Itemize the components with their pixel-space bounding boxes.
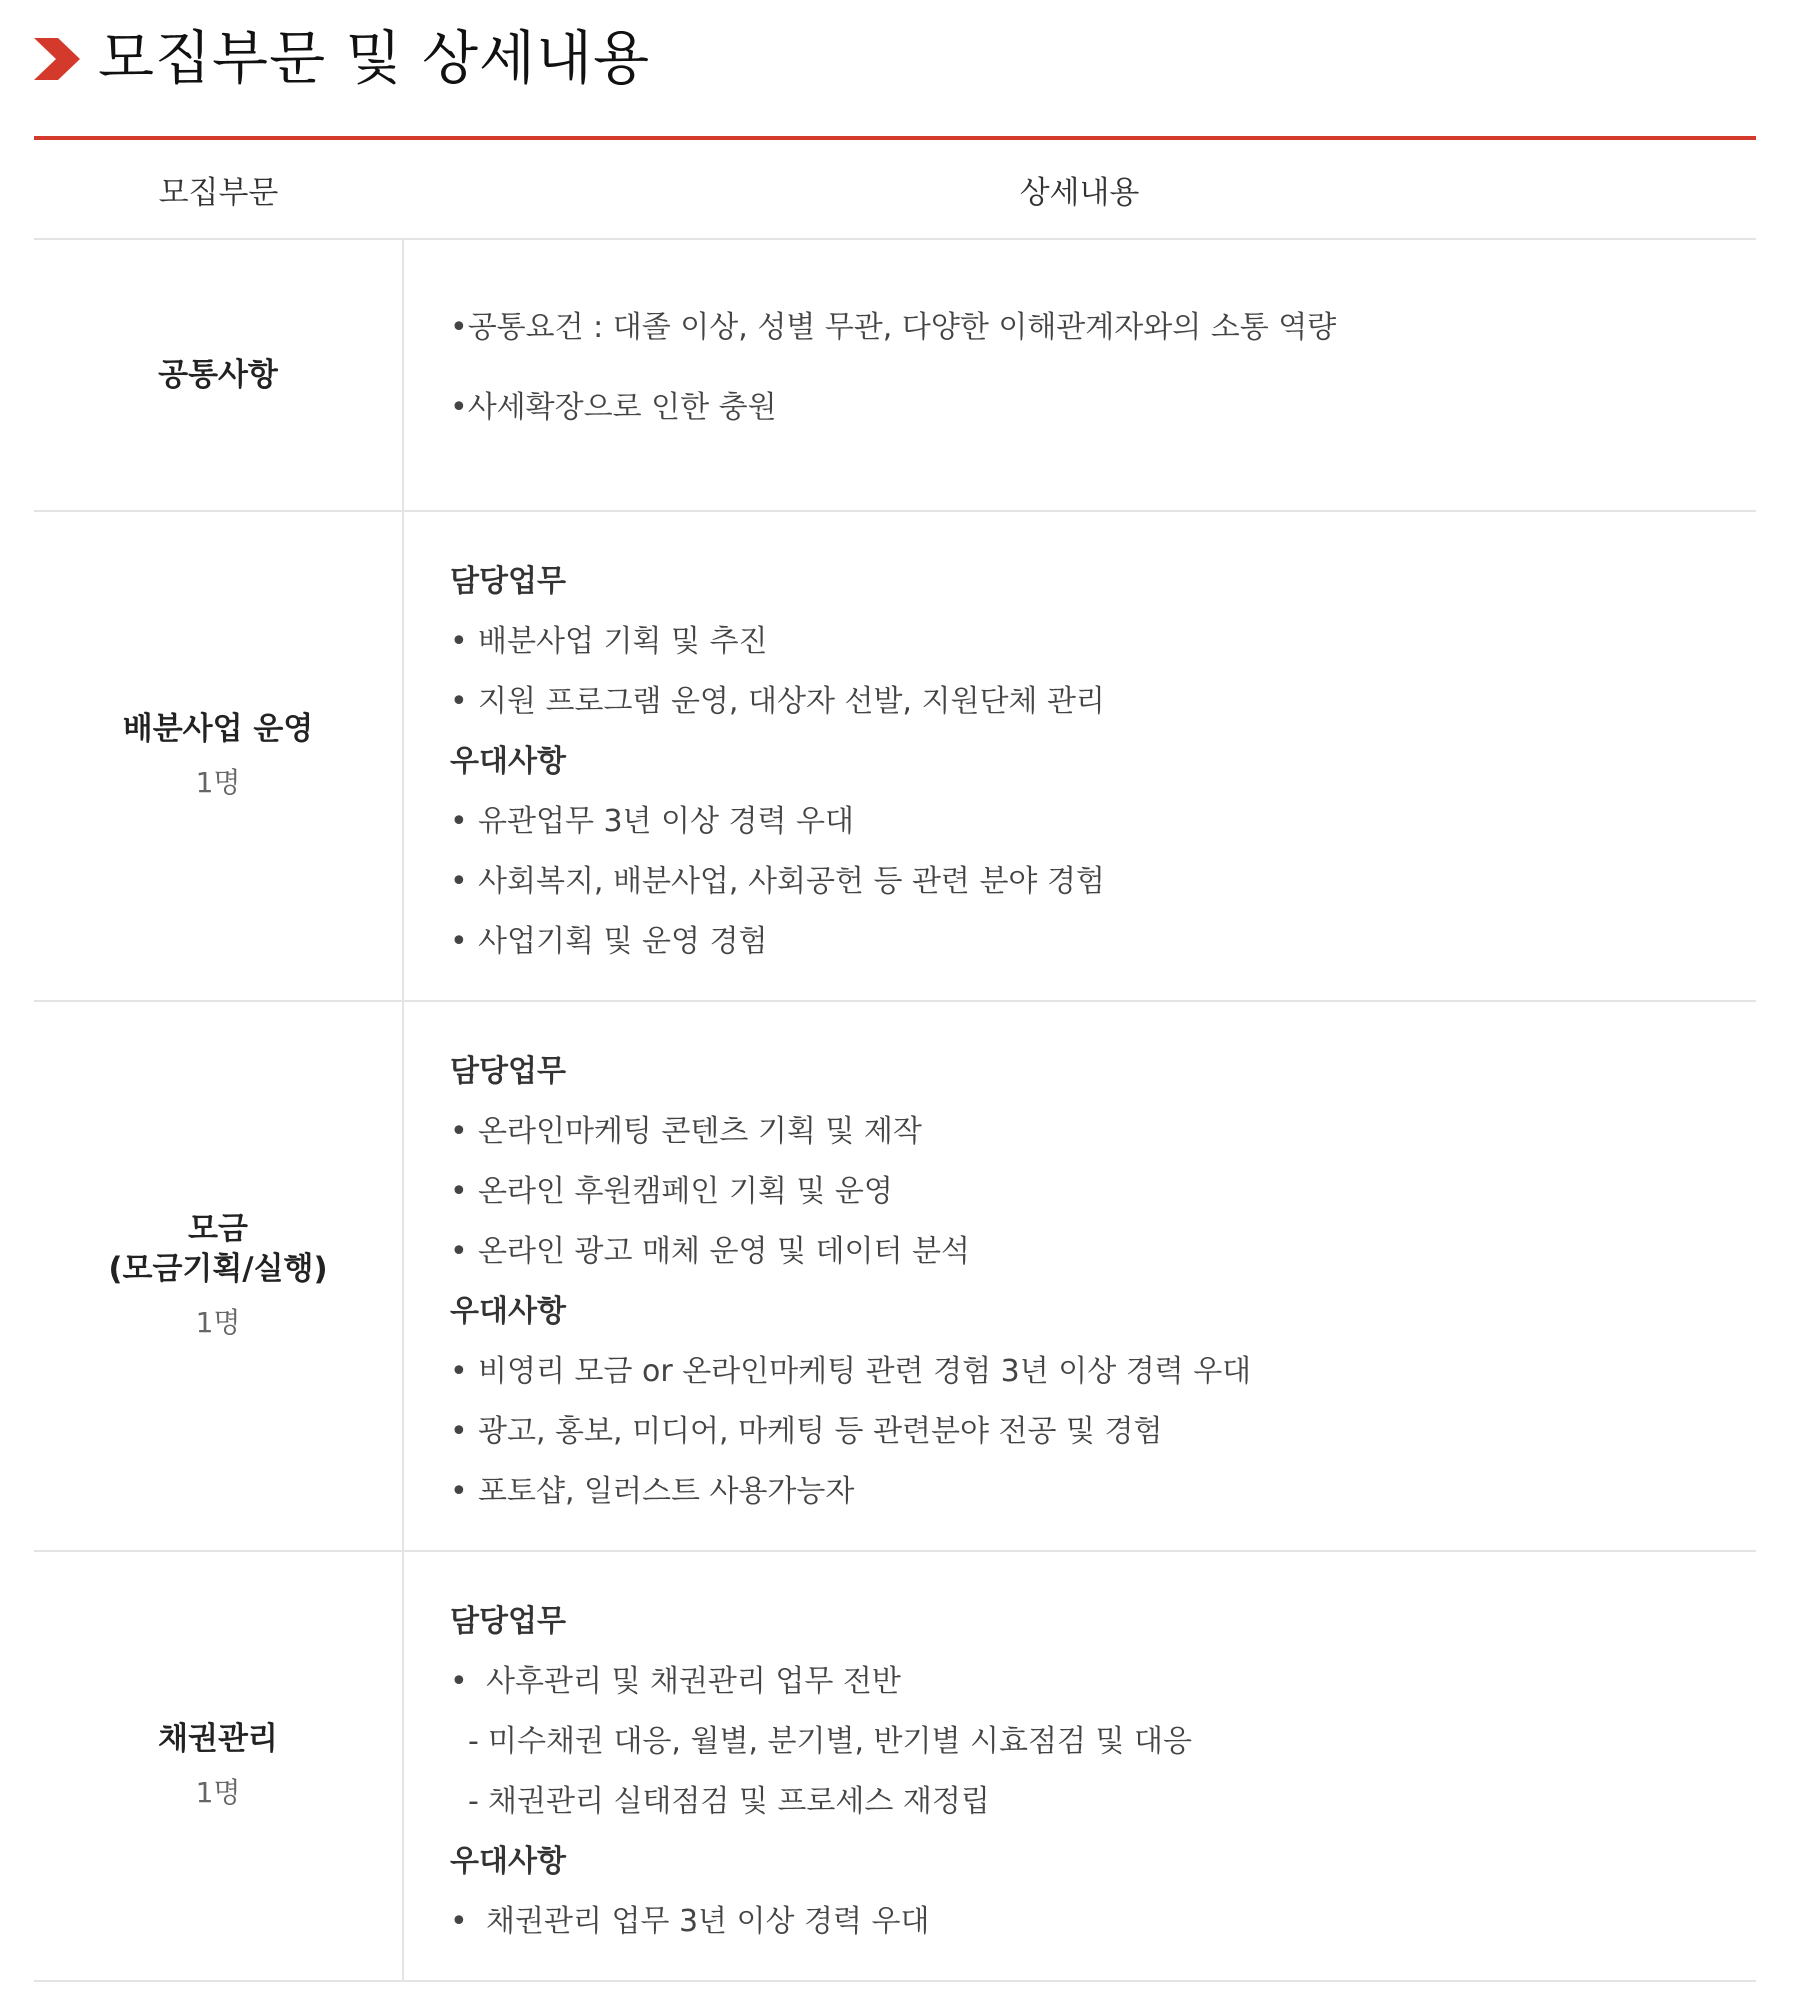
list-item: •공통요건 : 대졸 이상, 성별 무관, 다양한 이해관계자와의 소통 역량 — [450, 310, 1337, 345]
duties-heading: 담당업무 — [450, 1604, 566, 1639]
dash-icon: - — [468, 1724, 479, 1759]
dash-icon: - — [468, 1784, 479, 1819]
list-item: • 사업기획 및 운영 경험 — [450, 912, 1756, 972]
table-row-fundraising — [34, 1001, 1756, 1551]
bullet-icon: • — [450, 864, 468, 899]
category-cell — [34, 511, 403, 1001]
table-row-common — [34, 239, 1756, 511]
list-item: • 비영리 모금 or 온라인마케팅 관련 경험 3년 이상 경력 우대 — [450, 1342, 1756, 1402]
bullet-icon: • — [450, 624, 468, 659]
bullet-icon: • — [450, 924, 468, 959]
preference-heading: 우대사항 — [450, 1844, 566, 1879]
bullet-icon: • — [450, 1234, 468, 1269]
list-item: • 광고, 홍보, 미디어, 마케팅 등 관련분야 전공 및 경험 — [450, 1402, 1756, 1462]
bullet-icon: • — [450, 804, 468, 839]
category-name: 배분사업 운영 — [122, 711, 314, 747]
category-name: 공통사항 — [158, 357, 278, 393]
bullet-icon: • — [450, 1904, 468, 1939]
list-item: • 지원 프로그램 운영, 대상자 선발, 지원단체 관리 — [450, 672, 1756, 732]
bullet-icon: • — [450, 1114, 468, 1149]
preference-heading: 우대사항 — [450, 744, 566, 779]
list-item: • 온라인마케팅 콘텐츠 기획 및 제작 — [450, 1102, 1756, 1162]
list-item: • 채권관리 업무 3년 이상 경력 우대 — [450, 1892, 1756, 1952]
header-category: 모집부문 — [34, 140, 403, 239]
section-header — [34, 0, 1756, 140]
sub-list-item: - 미수채권 대응, 월별, 분기별, 반기별 시효점검 및 대응 — [450, 1712, 1756, 1772]
category-cell — [34, 239, 403, 511]
table-row-receivables — [34, 1551, 1756, 1981]
list-item: • 사회복지, 배분사업, 사회공헌 등 관련 분야 경험 — [450, 852, 1756, 912]
bullet-icon: • — [450, 1414, 468, 1449]
recruit-table — [34, 140, 1756, 1982]
headcount: 1명 — [195, 766, 241, 799]
list-item: • 유관업무 3년 이상 경력 우대 — [450, 792, 1756, 852]
list-item: • 배분사업 기획 및 추진 — [450, 612, 1756, 672]
detail-cell — [403, 511, 1756, 1001]
list-item: • 온라인 후원캠페인 기획 및 운영 — [450, 1162, 1756, 1222]
duties-heading: 담당업무 — [450, 1054, 566, 1089]
table-row-distribution — [34, 511, 1756, 1001]
list-item: • 포토샵, 일러스트 사용가능자 — [450, 1462, 1756, 1522]
headcount: 1명 — [195, 1776, 241, 1809]
bullet-icon: • — [450, 684, 468, 719]
page-title: 모집부문 및 상세내용 — [98, 24, 651, 92]
bullet-icon: • — [450, 1664, 468, 1699]
bullet-icon: • — [450, 310, 468, 345]
chevron-right-icon — [34, 38, 80, 80]
detail-cell — [403, 1001, 1756, 1551]
list-item: • 온라인 광고 매체 운영 및 데이터 분석 — [450, 1222, 1756, 1282]
preference-heading: 우대사항 — [450, 1294, 566, 1329]
category-name: 모금 (모금기획/실행) — [108, 1211, 328, 1287]
category-name: 채권관리 — [158, 1721, 278, 1757]
detail-cell — [403, 1551, 1756, 1981]
category-cell — [34, 1001, 403, 1551]
header-detail: 상세내용 — [403, 140, 1756, 239]
list-item: • 사후관리 및 채권관리 업무 전반 — [450, 1652, 1756, 1712]
list-item: •사세확장으로 인한 충원 — [450, 390, 777, 425]
recruit-section — [34, 0, 1756, 1982]
headcount: 1명 — [195, 1306, 241, 1339]
sub-list-item: - 채권관리 실태점검 및 프로세스 재정립 — [450, 1772, 1756, 1832]
bullet-icon: • — [450, 1354, 468, 1389]
bullet-icon: • — [450, 1474, 468, 1509]
bullet-icon: • — [450, 390, 468, 425]
duties-heading: 담당업무 — [450, 564, 566, 599]
category-cell — [34, 1551, 403, 1981]
table-header-row — [34, 140, 1756, 239]
detail-cell — [403, 239, 1756, 511]
bullet-icon: • — [450, 1174, 468, 1209]
